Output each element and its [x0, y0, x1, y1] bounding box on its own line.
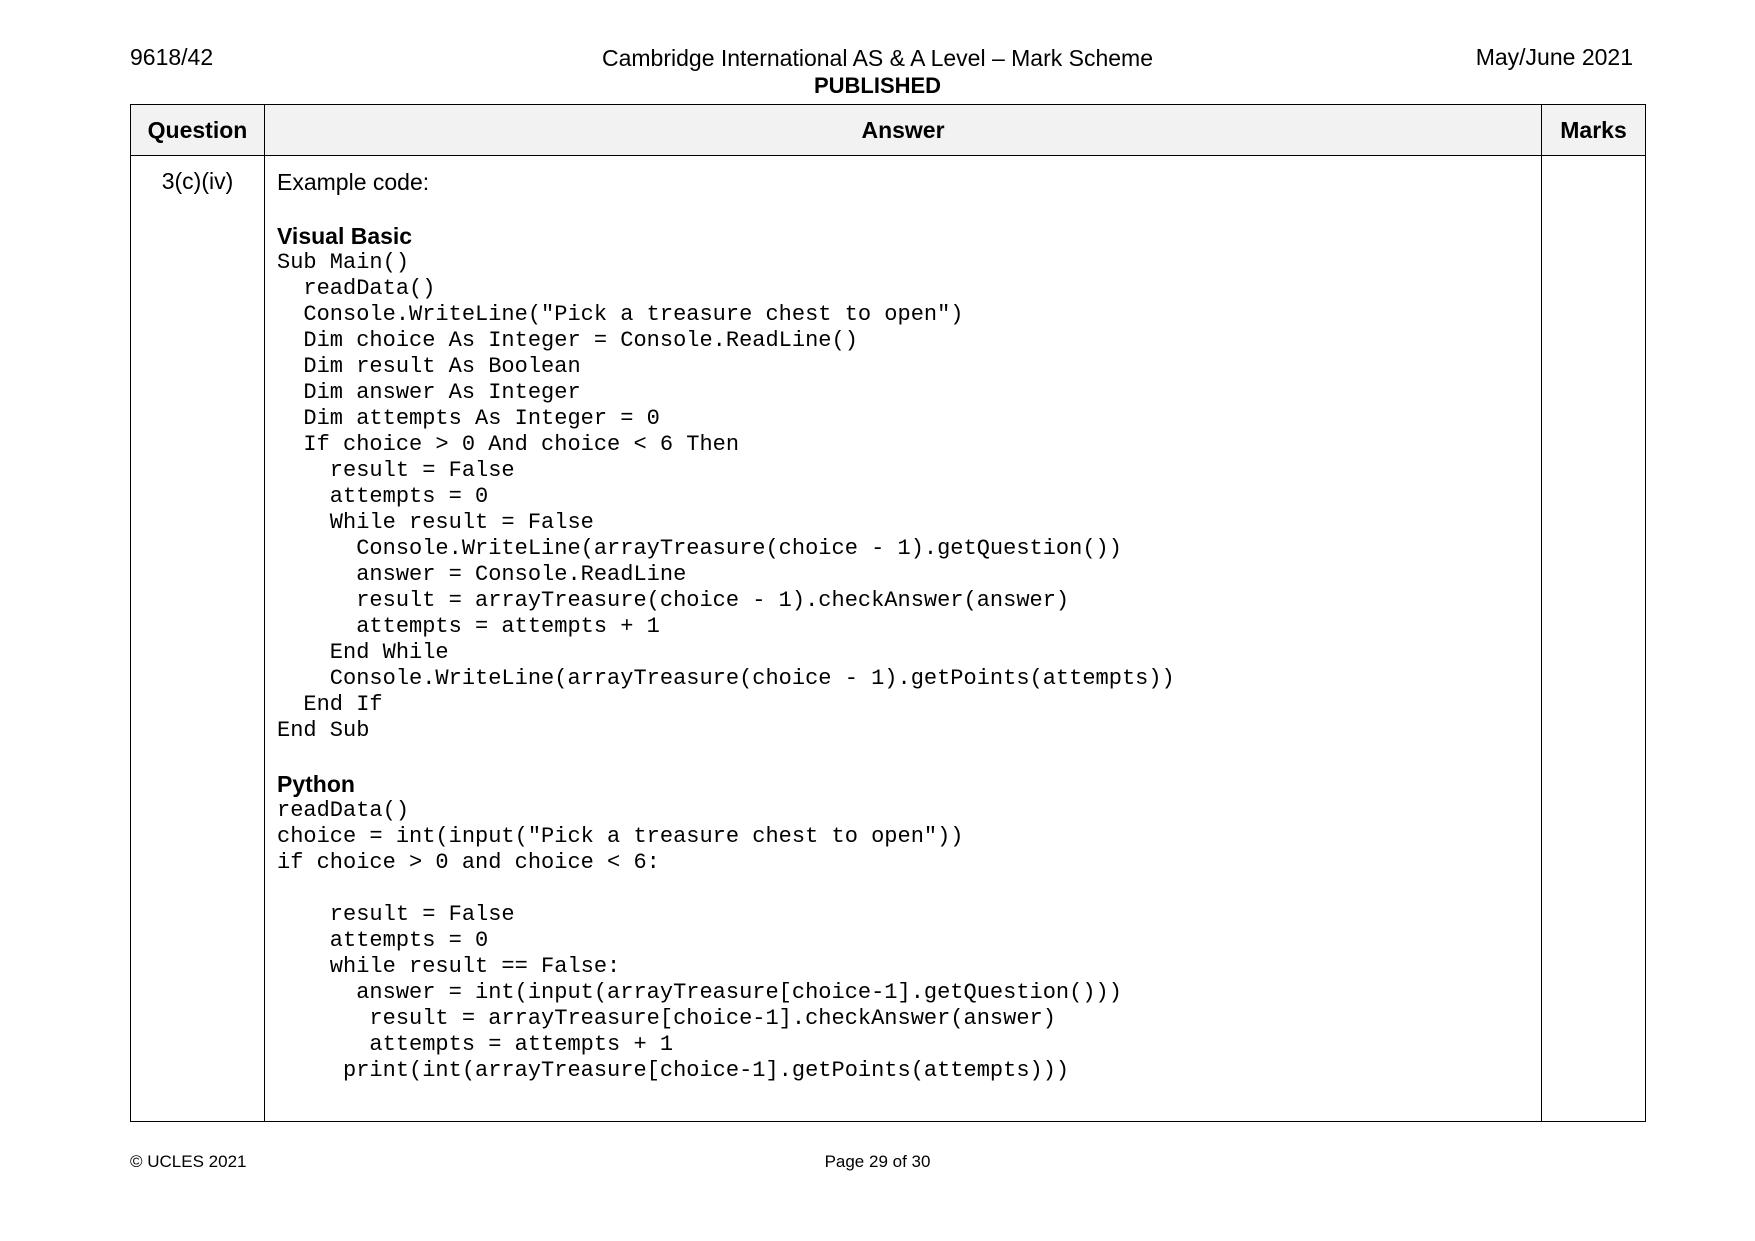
question-column-header: Question [131, 105, 265, 156]
published-status: PUBLISHED [813, 73, 942, 98]
table-row [131, 156, 1646, 1122]
table-header-row [131, 105, 1646, 156]
python-code-block: readData() choice = int(input("Pick a treasure chest to open")) if choice > 0 and choice < 6: result = False attempts = 0 while result == False: answer = int(input(arrayTreasure[choice-1].getQuestion())) result = arrayTreasure[choice-1].checkAnswer(answer) attempts = attempts + 1 print(int(arrayTreasure[choice-1].getPoints(attempts))) [277, 798, 1122, 1083]
answer-intro: Example code: [277, 169, 430, 195]
answer-column-header: Answer [265, 105, 1542, 156]
vb-code-block: Sub Main() readData() Console.WriteLine("Pick a treasure chest to open") Dim choice As Integer = Console.ReadLine() Dim result As Boolean Dim answer As Integer Dim attempts As Integer = 0 If choice > 0 And choice < 6 Then result = False attempts = 0 While result = False Console.WriteLine(arrayTreasure(choice - 1).getQuestion()) answer = Console.ReadLine result = arrayTreasure(choice - 1).checkAnswer(answer) attempts = attempts + 1 End While Console.WriteLine(arrayTreasure(choice - 1).getPoints(attempts)) End If End Sub [277, 250, 1175, 743]
document-title: Cambridge International AS & A Level – Mark Scheme [601, 45, 1154, 71]
page-number: Page 29 of 30 [824, 1152, 931, 1171]
python-heading: Python [277, 771, 355, 797]
answer-cell [265, 156, 1542, 1122]
question-number: 3(c)(iv) [131, 156, 265, 1122]
exam-session: May/June 2021 [1475, 44, 1633, 70]
mark-scheme-table [130, 104, 1646, 1122]
vb-heading: Visual Basic [277, 223, 413, 249]
marks-cell [1542, 156, 1646, 1122]
marks-column-header: Marks [1542, 105, 1646, 156]
paper-code: 9618/42 [130, 44, 214, 70]
copyright-notice: © UCLES 2021 [130, 1152, 247, 1171]
